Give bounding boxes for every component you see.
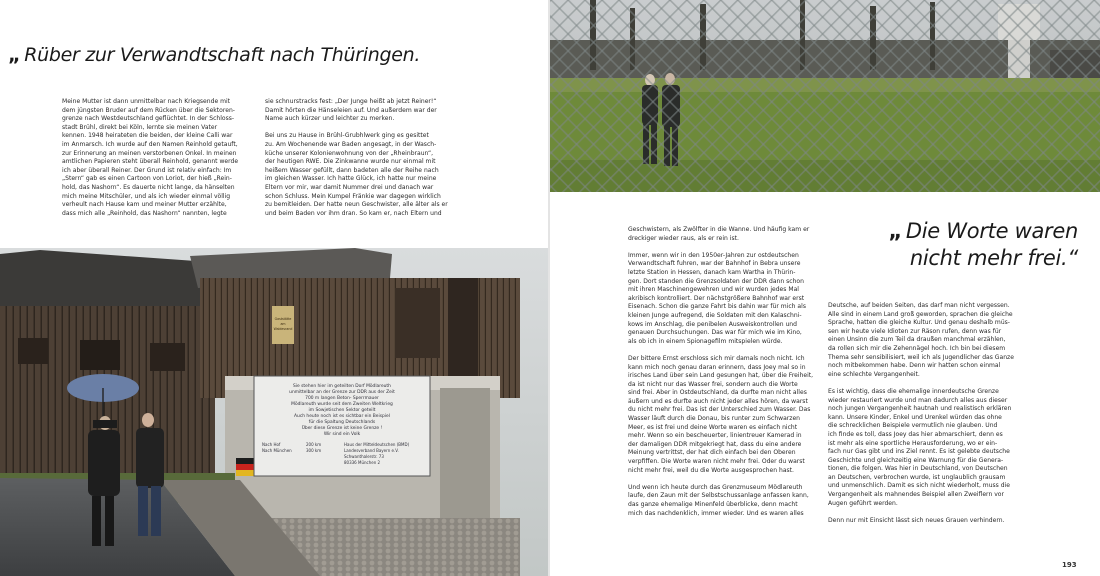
heading-line-1: „ Die Worte waren (888, 219, 1078, 243)
left-heading: „ Rüber zur Verwandtschaft nach Thüringen. (8, 44, 421, 66)
photo-border-fence (550, 0, 1100, 192)
right-column-1 (628, 226, 833, 518)
paragraph: Der bittere Ernst erschloss sich mir damals noch nicht. Ich kann mich noch genau daran erinnern, dass Joey mal so in irisches Land über sein Land gesungen hat, über die Freiheit, da ist nicht nur das Wasser frei, sondern auch die Worte sind frei. Aber in Ostdeutschland, da durfte man nicht alles äußern und es durfte auch nicht jeder alles hören, da warst du nicht mehr frei. Das ist der Unterschied zum Wasser. Das Wasser läuft durch die Donau, bis runter zum Schwarzen Meer, es ist frei und deine Worte waren es einfach nicht mehr. Wenn so ein bescheuerter, linientreuer Kamerad in der damaligen DDR mitgekriegt hat, dass du eine andere Meinung vertrittst, der hat dich einfach bei den Oberen verpfiffen. Die Worte waren nicht mehr frei. Oder du warst nicht mehr frei, weil du die Worte ausgesprochen hast. (628, 354, 814, 474)
sign-line: Über diese Grenze ist keine Grenze ! (301, 426, 383, 431)
sign-line: unmittelbar an der Grenze zur DDR aus der Zeit (289, 390, 395, 395)
sign-cell: Haus der Mitteldeutschen (BMD) (344, 442, 410, 447)
paragraph: Meine Mutter ist dann unmittelbar nach Kriegsende mit dem jüngsten Bruder auf dem Rücken über die Sektoren- grenze nach Westdeutschland geflüchtet. In der Schloss- stadt Brühl, direkt bei Köln, lernte sie meinen Vater kennen. 1948 heirateten die beiden, der kleine Calli war im Anmarsch. Ich wurde auf den Namen Reinhold getauft, zur Erinnerung an meinen verstorbenen Onkel. In meinen amtlichen Papieren steht überall Reinhold, genannt werde ich aber überall Reiner. Der Grund ist relativ einfach: Im „Stern“ gab es einen Cartoon von Loriot, der hieß „Rein- hold, das Nashorn“. Es dauerte nicht lange, da hänselten mich meine Mitschüler, und als ich wieder einmal völlig verheult nach Hause kam und meiner Mutter erzählte, dass mich alle „Reinhold, das Nashorn“ nannten, legte (62, 98, 239, 217)
paragraph: Deutsche, auf beiden Seiten, das darf man nicht vergessen. Alle sind in einem Land groß geworden, sprachen die gleiche Sprache, hatten die gleiche Kultur. Und genau deshalb müs- sen wir heute viele Idioten zur Räson rufen, denn was für einen Unsinn die zum Teil da draußen manchmal erzählen, da rollen sich mir die Zehennägel hoch. Ich bin bei diesem Thema sehr sensibilisiert, weil ich als Jugendlicher das Ganze noch mitbekommen habe. Denn wir hatten schon einmal eine schlechte Vergangenheit. (828, 302, 1014, 378)
person-left (88, 430, 120, 496)
sign-cell: Landesverband Bayern e.V. (344, 448, 399, 453)
right-page (550, 0, 1100, 576)
heading-line-2: nicht mehr frei.“ (909, 246, 1078, 270)
left-column-2 (265, 98, 465, 218)
sign-line: Wir sind ein Volk (323, 432, 361, 437)
sign-cell: 80336 München 2 (344, 460, 381, 465)
left-page (0, 0, 548, 576)
person-right (136, 428, 164, 488)
paragraph: Immer, wenn wir in den 1950er-Jahren zur ostdeutschen Verwandtschaft fuhren, war der Bahnhof in Bebra unsere letzte Station in Hessen, danach kam Wartha in Thürin- gen. Dort standen die Grenzsoldaten der DDR dann schon mit ihren Maschinengewehren und wir wurden jedes Mal akribisch kontrolliert. Der nächstgrößere Bahnhof war erst Eisenach. Schon die ganze Fahrt bis dahin war für mich als kleinen Junge aufregend, die Soldaten mit den Kalaschni- kows im Anschlag, die penibelen Ausweiskontrollen und genauen Durchsuchungen. Das war für mich wie im Kino, als ob ich in einem Spionagefilm mitspielen würde. (628, 251, 806, 345)
sign-line: im Sowjetischen Sektor geteilt (308, 408, 376, 413)
paragraph: Geschwistern, als Zwölfter in die Wanne. Und häufig kam er dreckiger wieder raus, als er rein ist. (628, 226, 810, 242)
photo-illustration (550, 0, 1100, 192)
opening-quote-mark: „ (888, 219, 902, 243)
small-sign-line: am (280, 322, 286, 326)
paragraph: Bei uns zu Hause in Brühl-Grubhlwerk ging es gesittet zu. Am Wochenende war Baden angesagt, in der Wasch- küche unserer Kolonienwohnung von der „Rheinbraun“, der heutigen RWE. Die Zinkwanne wurde nur einmal mit heißem Wasser gefüllt, dann badeten alle der Reihe nach im gleichen Wasser. Ich hatte Glück, ich hatte nur meine Eltern vor mir, war damit Nummer drei und danach war schon Schluss. Mein Kumpel Fränkie war dagegen wirklich zu bemitleiden. Der hatte neun Geschwister, alle älter als er und beim Baden vor ihm dran. So kam er, nach Eltern und (265, 132, 448, 217)
photo-illustration (0, 248, 548, 576)
right-heading (850, 218, 1078, 272)
paragraph: Denn nur mit Einsicht lässt sich neues Grauen verhindern. (828, 516, 1005, 524)
paragraph: Es ist wichtig, dass die ehemalige innerdeutsche Grenze wieder restauriert wurde und man dadurch alles aus dieser noch jungen Vergangenheit hautnah und realistisch erklären kann. Unsere Kinder, Enkel und Urenkel würden das ohne die schrecklichen Beispiele vermutlich nie glauben. Und ich finde es toll, dass Joey das hier abmarschiert, denn es ist mehr als eine sportliche Herausforderung, wo er ein- fach nur Gas gibt und ins Ziel rennt. Es ist gelebte deutsche Geschichte und gleichzeitig eine Warnung für die Genera- tionen, die folgen. Was hier in Deutschland, von Deutschen an Deutschen, verbrochen wurde, ist unglaublich grausam und unmenschlich. Damit es sich nicht wiederholt, muss die Vergangenheit als mahnendes Beispiel allen Zweiflern vor Augen geführt werden. (828, 387, 1012, 507)
sign-line: 700 m langen Beton- Sperrmauer (305, 396, 379, 401)
right-column-2 (828, 302, 1038, 525)
small-sign-line: Waldesrand (273, 327, 293, 331)
opening-quote-mark: „ (8, 44, 21, 66)
sign-line: Auch heute noch ist es sichtbar ein Beispiel (294, 414, 390, 419)
sign-line: Mödlareuth wurde seit dem Zweiten Weltkrieg (291, 402, 393, 407)
sign-cell: 300 km (306, 448, 322, 453)
sign-cell: Schwanthalerstr. 73 (344, 454, 384, 459)
sign-cell: 200 km (306, 442, 322, 447)
left-column-1 (62, 98, 252, 218)
small-sign-line: Gaststätte (274, 317, 292, 321)
sign-line: Sie stehen hier im geteilten Dorf Mödlareuth (293, 384, 391, 389)
sign-line: für die Spaltung Deutschlands (308, 420, 376, 425)
paragraph: Und wenn ich heute durch das Grenzmuseum Mödlareuth laufe, den Zaun mit der Selbstschussanlage anfassen kann, das ganze ehemalige Minenfeld überblicke, denn macht mich das nachdenklich, immer wieder. Und es waren alles (628, 483, 809, 517)
sign-cell: Nach Hof (262, 442, 281, 447)
page-number: 193 (1062, 561, 1077, 569)
paragraph: sie schnurstracks fest: „Der Junge heißt ab jetzt Reiner!“ Damit hörten die Hänseleien auf. Und außerdem war der Name auch kürzer und leichter zu merken. (265, 98, 437, 123)
sign-cell: Nach München (262, 448, 292, 453)
photo-modlareuth-village (0, 248, 548, 576)
